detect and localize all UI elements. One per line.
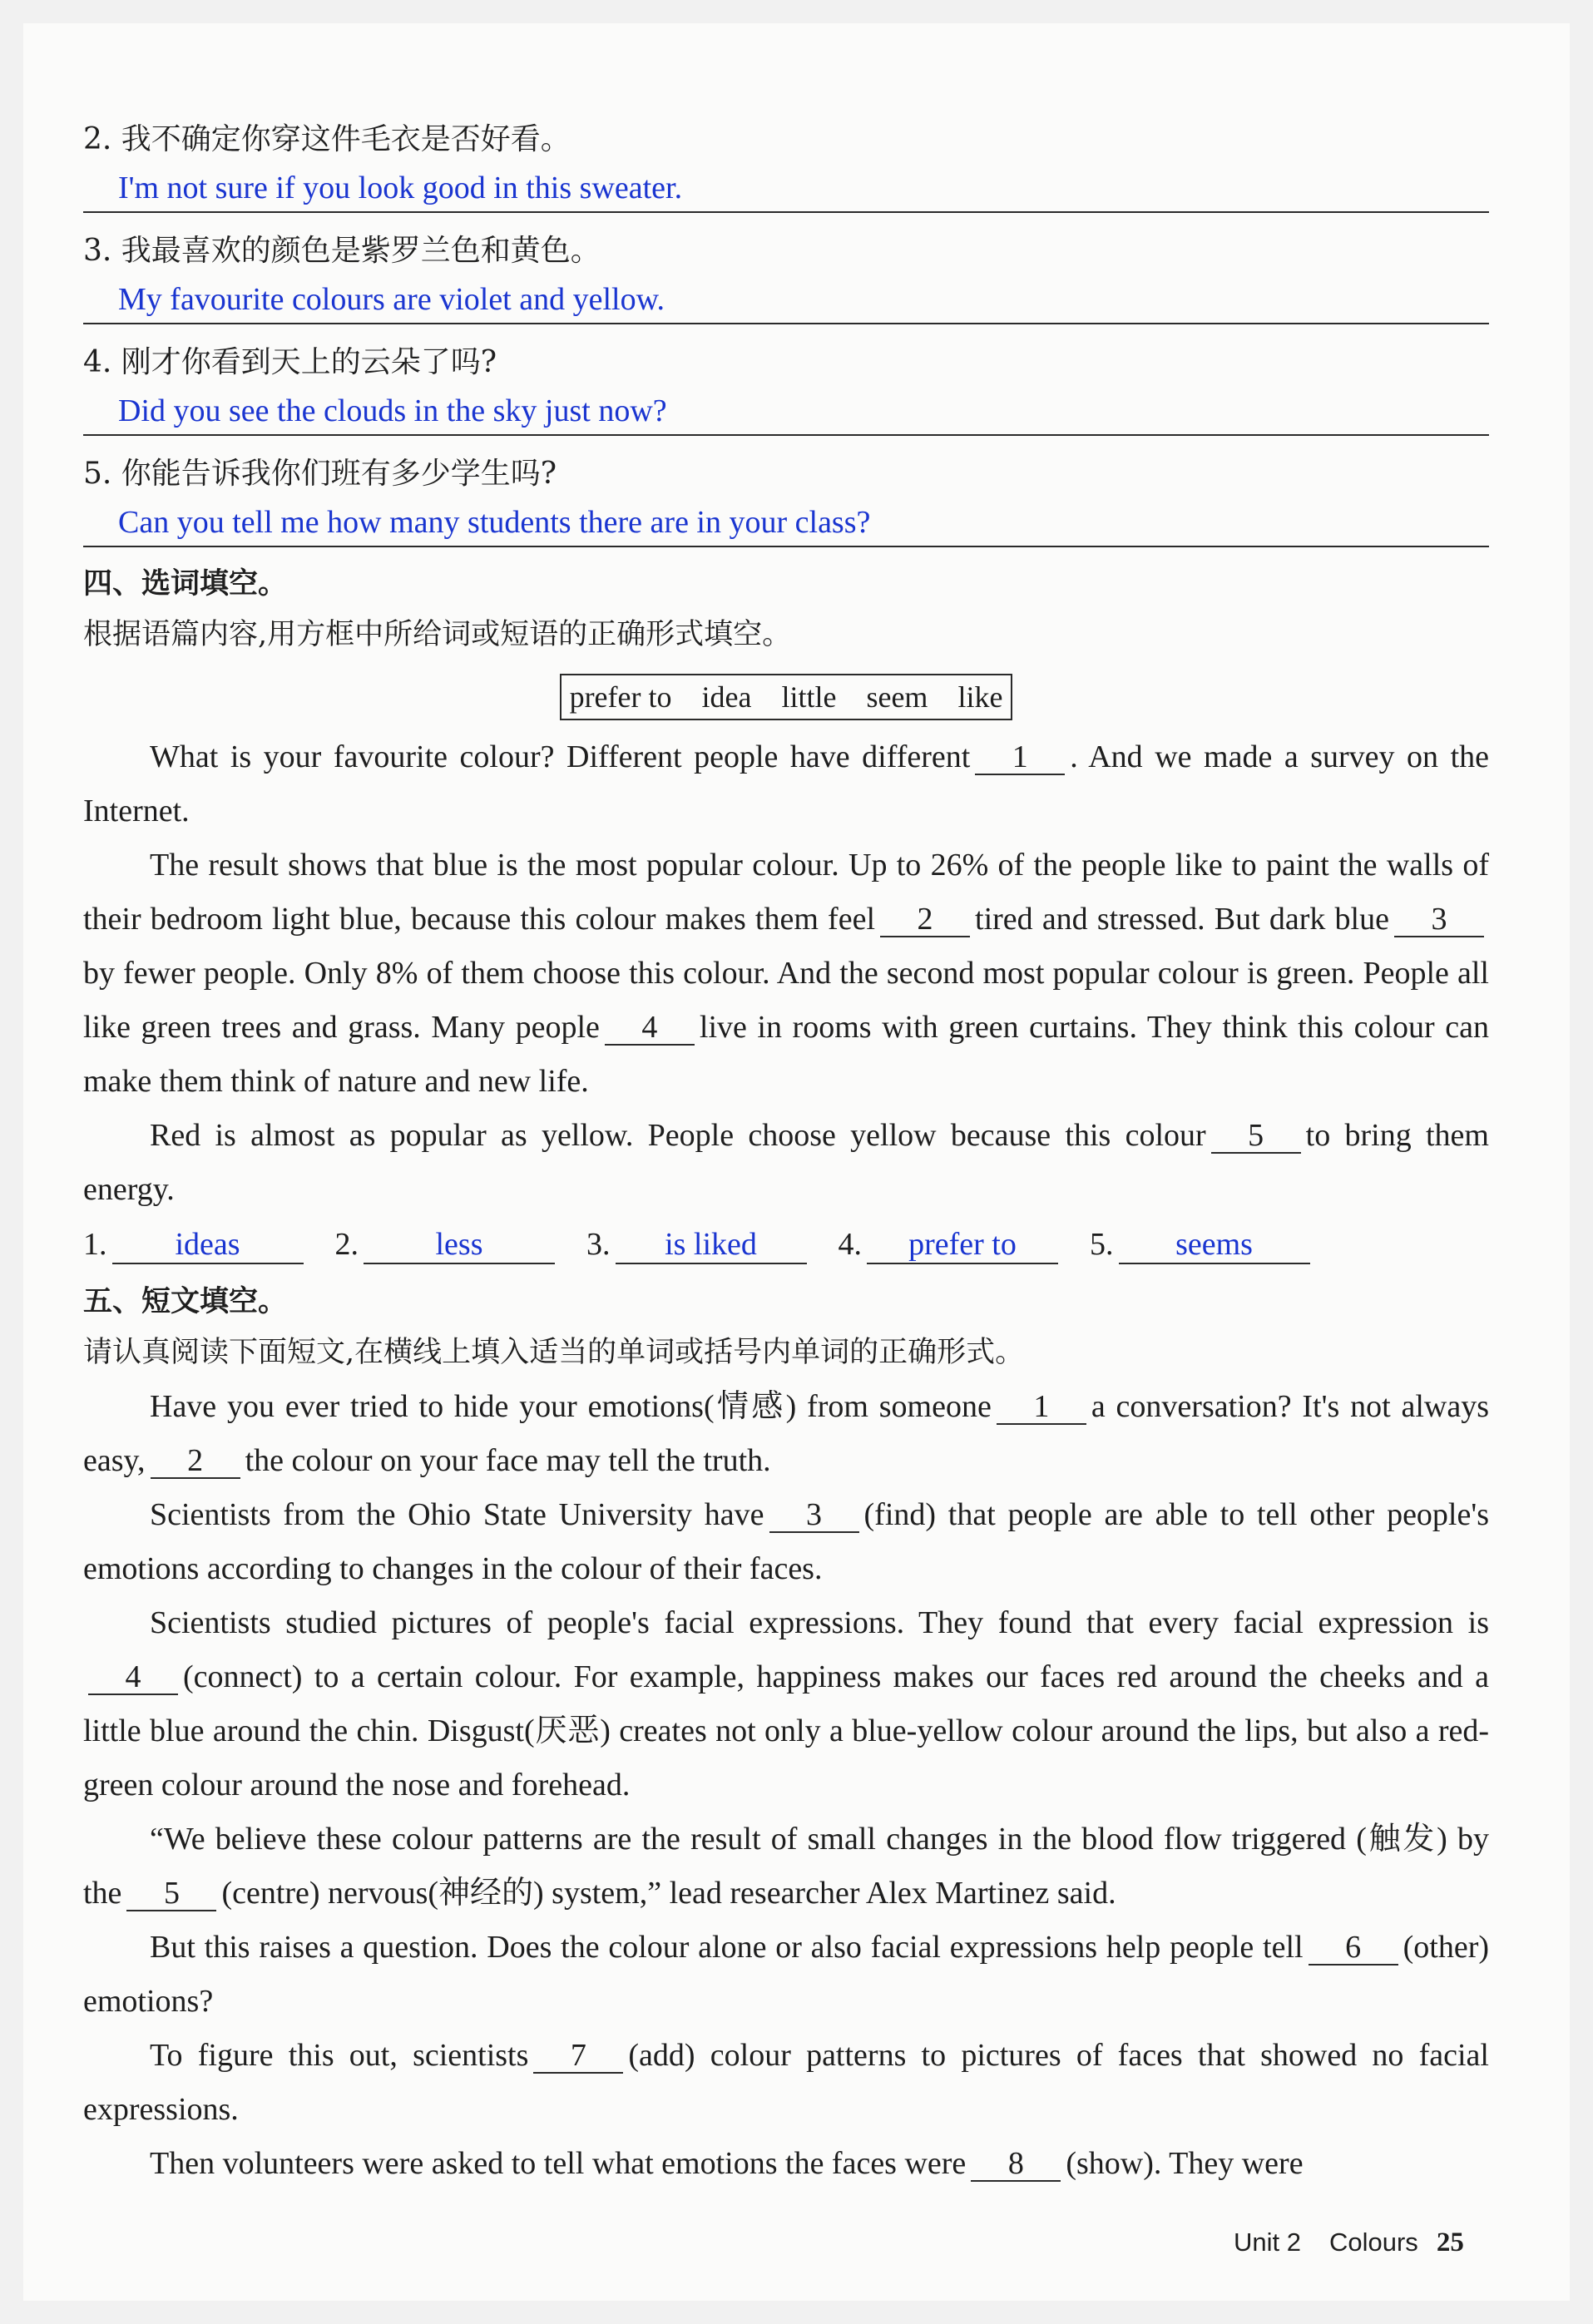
answer-number: 2.	[334, 1227, 359, 1262]
word-option: seem	[866, 680, 928, 714]
answer-value[interactable]: ideas	[112, 1226, 304, 1264]
page-number: 25	[1436, 2228, 1464, 2257]
unit-title: Colours	[1328, 2228, 1418, 2257]
page-content	[83, 115, 1489, 2191]
word-option: idea	[701, 680, 752, 714]
passage-text: (add) colour patterns to pictures of faces that showed no facial expressions.	[83, 2038, 1489, 2127]
passage-text: the colour on your face may tell the truth.	[245, 1443, 771, 1478]
passage-text: (find) that people are able to tell other people's emotions according to changes in the colour of their faces.	[83, 1497, 1489, 1586]
workbook-page	[23, 23, 1570, 2301]
passage-paragraph	[83, 1488, 1489, 1596]
passage-text: To figure this out, scientists	[150, 2038, 529, 2073]
passage-paragraph	[83, 1109, 1489, 1217]
passage-paragraph	[83, 730, 1489, 838]
passage-text: (show). They were	[1066, 2146, 1304, 2181]
passage-text: a conversation? It's not always easy,	[83, 1389, 1489, 1478]
word-option: little	[781, 680, 837, 714]
passage-text: Scientists studied pictures of people's facial expressions. They found that every facial expression is	[150, 1605, 1489, 1640]
passage-text: . And we made a survey on the Internet.	[83, 739, 1490, 828]
chinese-sentence: 5. 你能告诉我你们班有多少学生吗?	[83, 457, 557, 491]
blank-5[interactable]: 5	[126, 1877, 216, 1911]
answer-number: 5.	[1090, 1227, 1114, 1262]
section-5-title: 五、短文填空。	[83, 1285, 288, 1318]
answer-number: 4.	[838, 1227, 862, 1262]
passage-text: live in rooms with green curtains. They think this colour can make them think of nature and new life.	[83, 1010, 1489, 1099]
answer-item	[335, 1217, 556, 1272]
section-4-instruction: 根据语篇内容,用方框中所给词或短语的正确形式填空。	[83, 618, 792, 651]
passage-paragraph	[83, 2137, 1489, 2191]
word-box-wrapper	[83, 674, 1489, 722]
section-5-instruction: 请认真阅读下面短文,在横线上填入适当的单词或括号内单词的正确形式。	[83, 1336, 1025, 1369]
passage-paragraph	[83, 1812, 1489, 1921]
page-footer	[1234, 2228, 1464, 2258]
word-box	[560, 674, 1013, 720]
blank-2[interactable]: 2	[151, 1444, 240, 1479]
answer-value[interactable]: seems	[1119, 1226, 1310, 1264]
blank-7[interactable]: 7	[533, 2039, 623, 2074]
passage-text: (centre) nervous(神经的) system,” lead researcher Alex Martinez said.	[221, 1876, 1116, 1911]
answer-number: 1.	[83, 1227, 107, 1262]
passage-paragraph	[83, 1596, 1489, 1812]
blank-8[interactable]: 8	[971, 2147, 1061, 2182]
blank-2[interactable]: 2	[880, 902, 970, 937]
word-option: like	[957, 680, 1003, 714]
translation-item	[83, 226, 1489, 324]
answer-value[interactable]: prefer to	[867, 1226, 1058, 1264]
blank-3[interactable]: 3	[769, 1498, 859, 1533]
passage-text: But this raises a question. Does the colour alone or also facial expressions help people tell	[150, 1930, 1304, 1965]
section-4-title: 四、选词填空。	[83, 567, 288, 601]
translation-item	[83, 449, 1489, 547]
blank-1[interactable]: 1	[975, 740, 1065, 775]
unit-label: Unit 2	[1234, 2228, 1301, 2257]
blank-5[interactable]: 5	[1211, 1119, 1301, 1154]
blank-1[interactable]: 1	[997, 1390, 1086, 1425]
passage-paragraph	[83, 1380, 1489, 1488]
passage-paragraph	[83, 2029, 1489, 2137]
blank-4[interactable]: 4	[605, 1011, 695, 1046]
answer-item	[586, 1217, 807, 1272]
passage-text: (connect) to a certain colour. For example, happiness makes our faces red around the cheeks and a little blue around the chin. Disgust(厌恶) creates not only a blue-yellow colour around the lips, but also a red-green colour around the nose and forehead.	[83, 1659, 1489, 1802]
translation-list	[83, 115, 1489, 547]
passage-paragraph	[83, 1921, 1489, 2029]
answer-value[interactable]: less	[364, 1226, 555, 1264]
passage-text: tired and stressed. But dark blue	[975, 902, 1389, 937]
answer-row	[83, 1217, 1489, 1272]
passage-text: (other) emotions?	[83, 1930, 1489, 2019]
passage-text: The result shows that blue is the most popular colour. Up to 26% of the people like to paint the walls of their bedroom light blue, because this colour makes them feel	[83, 848, 1489, 937]
english-answer: My favourite colours are violet and yellow.	[83, 276, 1489, 324]
blank-6[interactable]: 6	[1309, 1931, 1398, 1966]
chinese-sentence: 2. 我不确定你穿这件毛衣是否好看。	[83, 122, 571, 156]
passage-text: Red is almost as popular as yellow. People choose yellow because this colour	[150, 1118, 1206, 1153]
english-answer: I'm not sure if you look good in this sweater.	[83, 165, 1489, 213]
translation-item	[83, 115, 1489, 213]
passage-text: to bring them energy.	[83, 1118, 1489, 1207]
translation-item	[83, 338, 1489, 436]
answer-item	[83, 1217, 304, 1272]
blank-4[interactable]: 4	[88, 1660, 178, 1695]
answer-item	[1090, 1217, 1310, 1272]
english-answer: Did you see the clouds in the sky just now?	[83, 388, 1489, 436]
passage-text: Then volunteers were asked to tell what emotions the faces were	[150, 2146, 967, 2181]
answer-number: 3.	[586, 1227, 611, 1262]
passage-text: What is your favourite colour? Different people have different	[150, 739, 971, 774]
passage-text: Have you ever tried to hide your emotions(情感) from someone	[150, 1389, 992, 1424]
answer-value[interactable]: is liked	[616, 1226, 807, 1264]
chinese-sentence: 3. 我最喜欢的颜色是紫罗兰色和黄色。	[83, 234, 601, 268]
passage-text: by fewer people. Only 8% of them choose this colour. And the second most popular colour is green. People all like green trees and grass. Many people	[83, 956, 1489, 1045]
passage-text: Scientists from the Ohio State University have	[150, 1497, 764, 1532]
english-answer: Can you tell me how many students there are in your class?	[83, 499, 1489, 547]
blank-3[interactable]: 3	[1394, 902, 1484, 937]
chinese-sentence: 4. 刚才你看到天上的云朵了吗?	[83, 345, 497, 379]
passage-paragraph	[83, 838, 1489, 1109]
word-option: prefer to	[569, 680, 672, 714]
answer-item	[839, 1217, 1059, 1272]
passage-text: “We believe these colour patterns are the result of small changes in the blood flow triggered (触发) by the	[83, 1822, 1489, 1911]
